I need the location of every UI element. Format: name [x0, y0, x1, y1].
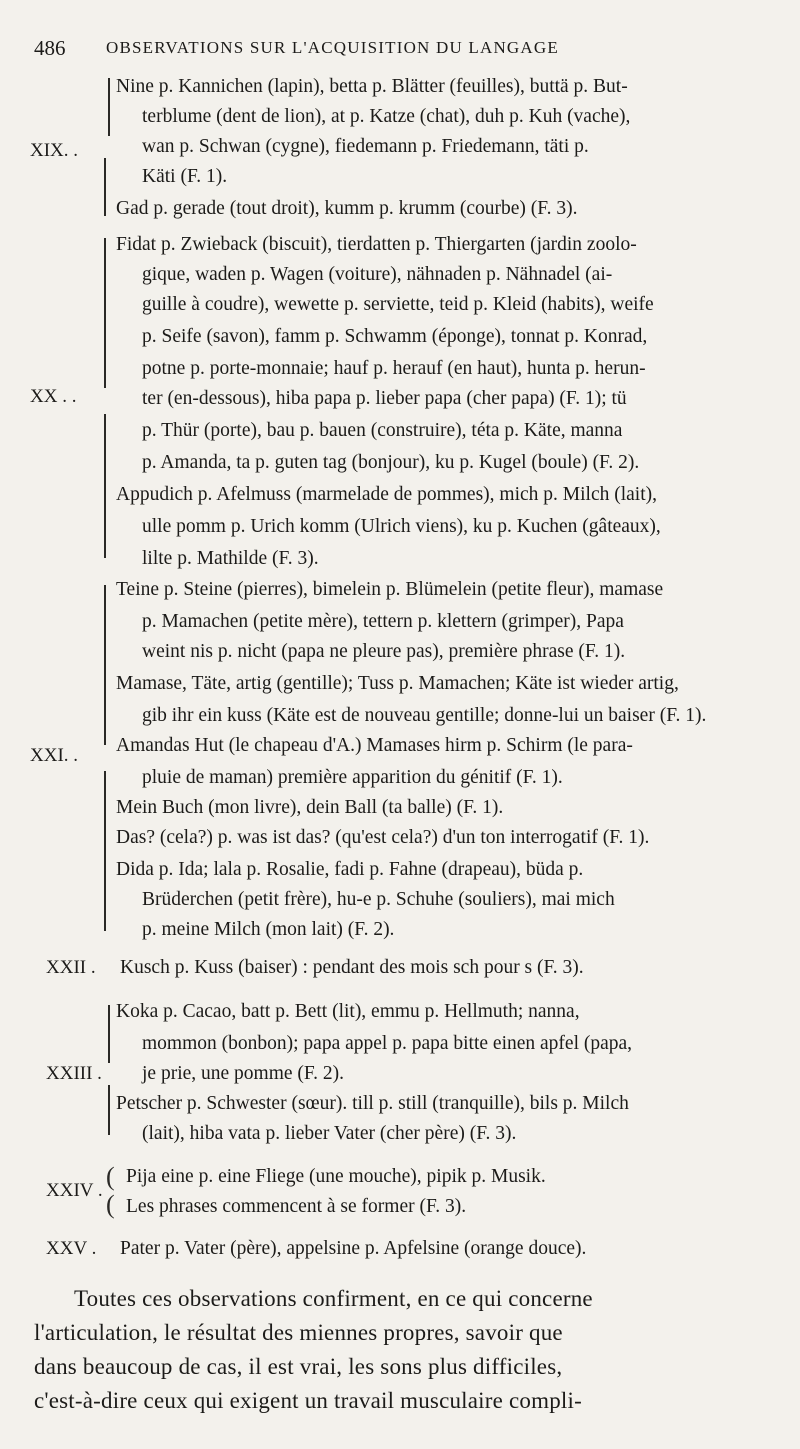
paragraph-line: dans beaucoup de cas, il est vrai, les sons plus difficiles, — [34, 1354, 563, 1379]
text-line: Petscher p. Schwester (sœur). till p. still (tranquille), bils p. Milch — [116, 1093, 629, 1114]
group-label: XXIII . — [46, 1063, 102, 1084]
brace-lower — [104, 158, 106, 216]
group-label: XXV . — [46, 1238, 97, 1259]
text-line: Les phrases commencent à se former (F. 3). — [126, 1196, 467, 1217]
group-label: XX . . — [30, 386, 77, 407]
text-line: p. meine Milch (mon lait) (F. 2). — [142, 919, 395, 940]
text-line: potne p. porte-monnaie; hauf p. herauf (en haut), hunta p. herun- — [142, 358, 646, 379]
text-line: gique, waden p. Wagen (voiture), nähnaden p. Nähnadel (ai- — [142, 264, 613, 285]
entry-group-xxiv — [30, 1162, 775, 1224]
paragraph-line: c'est-à-dire ceux qui exigent un travail musculaire compli- — [34, 1388, 582, 1413]
brace-upper — [108, 78, 110, 136]
text-line: Käti (F. 1). — [142, 166, 228, 187]
text-line: Nine p. Kannichen (lapin), betta p. Blätter (feuilles), buttä p. But- — [116, 76, 628, 97]
brace-lower — [108, 1085, 110, 1135]
text-line: ter (en-dessous), hiba papa p. lieber papa (cher papa) (F. 1); tü — [142, 388, 627, 409]
text-line: p. Mamachen (petite mère), tettern p. klettern (grimper), Papa — [142, 611, 624, 632]
page-number: 486 — [34, 36, 66, 60]
text-line: p. Thür (porte), bau p. bauen (construire), téta p. Käte, manna — [142, 420, 623, 441]
text-line: Koka p. Cacao, batt p. Bett (lit), emmu p. Hellmuth; nanna, — [116, 1001, 580, 1022]
entry-group-xxiii — [30, 997, 775, 1157]
brace-top: ( — [106, 1162, 115, 1191]
running-title: OBSERVATIONS SUR L'ACQUISITION DU LANGAGE — [106, 38, 559, 57]
text-line: lilte p. Mathilde (F. 3). — [142, 548, 319, 569]
brace-lower — [104, 414, 106, 558]
text-line: Kusch p. Kuss (baiser) : pendant des mois sch pour s (F. 3). — [120, 957, 584, 978]
entry-group-xxi — [30, 575, 775, 945]
text-line: wan p. Schwan (cygne), fiedemann p. Friedemann, täti p. — [142, 136, 589, 157]
entry-group-xxv — [30, 1234, 775, 1266]
brace-upper — [104, 238, 106, 388]
group-label: XXIV . — [46, 1180, 103, 1201]
entry-group-xx — [30, 230, 775, 570]
text-line: Teine p. Steine (pierres), bimelein p. Blümelein (petite fleur), mamase — [116, 579, 664, 600]
body-paragraph — [34, 1282, 764, 1432]
brace-upper — [104, 585, 106, 745]
text-line: p. Amanda, ta p. guten tag (bonjour), ku p. Kugel (boule) (F. 2). — [142, 452, 640, 473]
text-line: Amandas Hut (le chapeau d'A.) Mamases hirm p. Schirm (le para- — [116, 735, 633, 756]
text-line: (lait), hiba vata p. lieber Vater (cher père) (F. 3). — [142, 1123, 517, 1144]
text-line: Dida p. Ida; lala p. Rosalie, fadi p. Fahne (drapeau), büda p. — [116, 859, 584, 880]
brace-bottom: ( — [106, 1190, 115, 1219]
brace-lower — [104, 771, 106, 931]
text-line: ulle pomm p. Urich komm (Ulrich viens), ku p. Kuchen (gâteaux), — [142, 516, 661, 537]
entry-group-xix — [30, 72, 775, 232]
entry-group-xxii — [30, 953, 775, 985]
text-line: pluie de maman) première apparition du génitif (F. 1). — [142, 767, 563, 788]
text-line: je prie, une pomme (F. 2). — [142, 1063, 345, 1084]
text-line: Fidat p. Zwieback (biscuit), tierdatten p. Thiergarten (jardin zoolo- — [116, 234, 637, 255]
group-label: XXII . — [46, 957, 96, 978]
text-line: p. Seife (savon), famm p. Schwamm (éponge), tonnat p. Konrad, — [142, 326, 648, 347]
text-line: mommon (bonbon); papa appel p. papa bitte einen apfel (papa, — [142, 1033, 633, 1054]
text-line: Mamase, Täte, artig (gentille); Tuss p. Mamachen; Käte ist wieder artig, — [116, 673, 679, 694]
text-line: Appudich p. Afelmuss (marmelade de pommes), mich p. Milch (lait), — [116, 484, 658, 505]
text-line: Gad p. gerade (tout droit), kumm p. krumm (courbe) (F. 3). — [116, 198, 578, 219]
paragraph-line: Toutes ces observations confirment, en ce qui concerne — [74, 1286, 593, 1311]
text-line: Pija eine p. eine Fliege (une mouche), pipik p. Musik. — [126, 1166, 546, 1187]
running-header — [34, 36, 774, 66]
brace-upper — [108, 1005, 110, 1063]
text-line: gib ihr ein kuss (Käte est de nouveau gentille; donne-lui un baiser (F. 1). — [142, 705, 707, 726]
text-line: Brüderchen (petit frère), hu-e p. Schuhe (souliers), mai mich — [142, 889, 615, 910]
text-line: Das? (cela?) p. was ist das? (qu'est cela?) d'un ton interrogatif (F. 1). — [116, 827, 650, 848]
text-line: Mein Buch (mon livre), dein Ball (ta balle) (F. 1). — [116, 797, 504, 818]
text-line: terblume (dent de lion), at p. Katze (chat), duh p. Kuh (vache), — [142, 106, 631, 127]
paragraph-line: l'articulation, le résultat des miennes propres, savoir que — [34, 1320, 563, 1345]
text-line: weint nis p. nicht (papa ne pleure pas), première phrase (F. 1). — [142, 641, 626, 662]
group-label: XXI. . — [30, 745, 79, 766]
text-line: guille à coudre), wewette p. serviette, teid p. Kleid (habits), weife — [142, 294, 654, 315]
group-label: XIX. . — [30, 140, 79, 161]
text-line: Pater p. Vater (père), appelsine p. Apfelsine (orange douce). — [120, 1238, 587, 1259]
